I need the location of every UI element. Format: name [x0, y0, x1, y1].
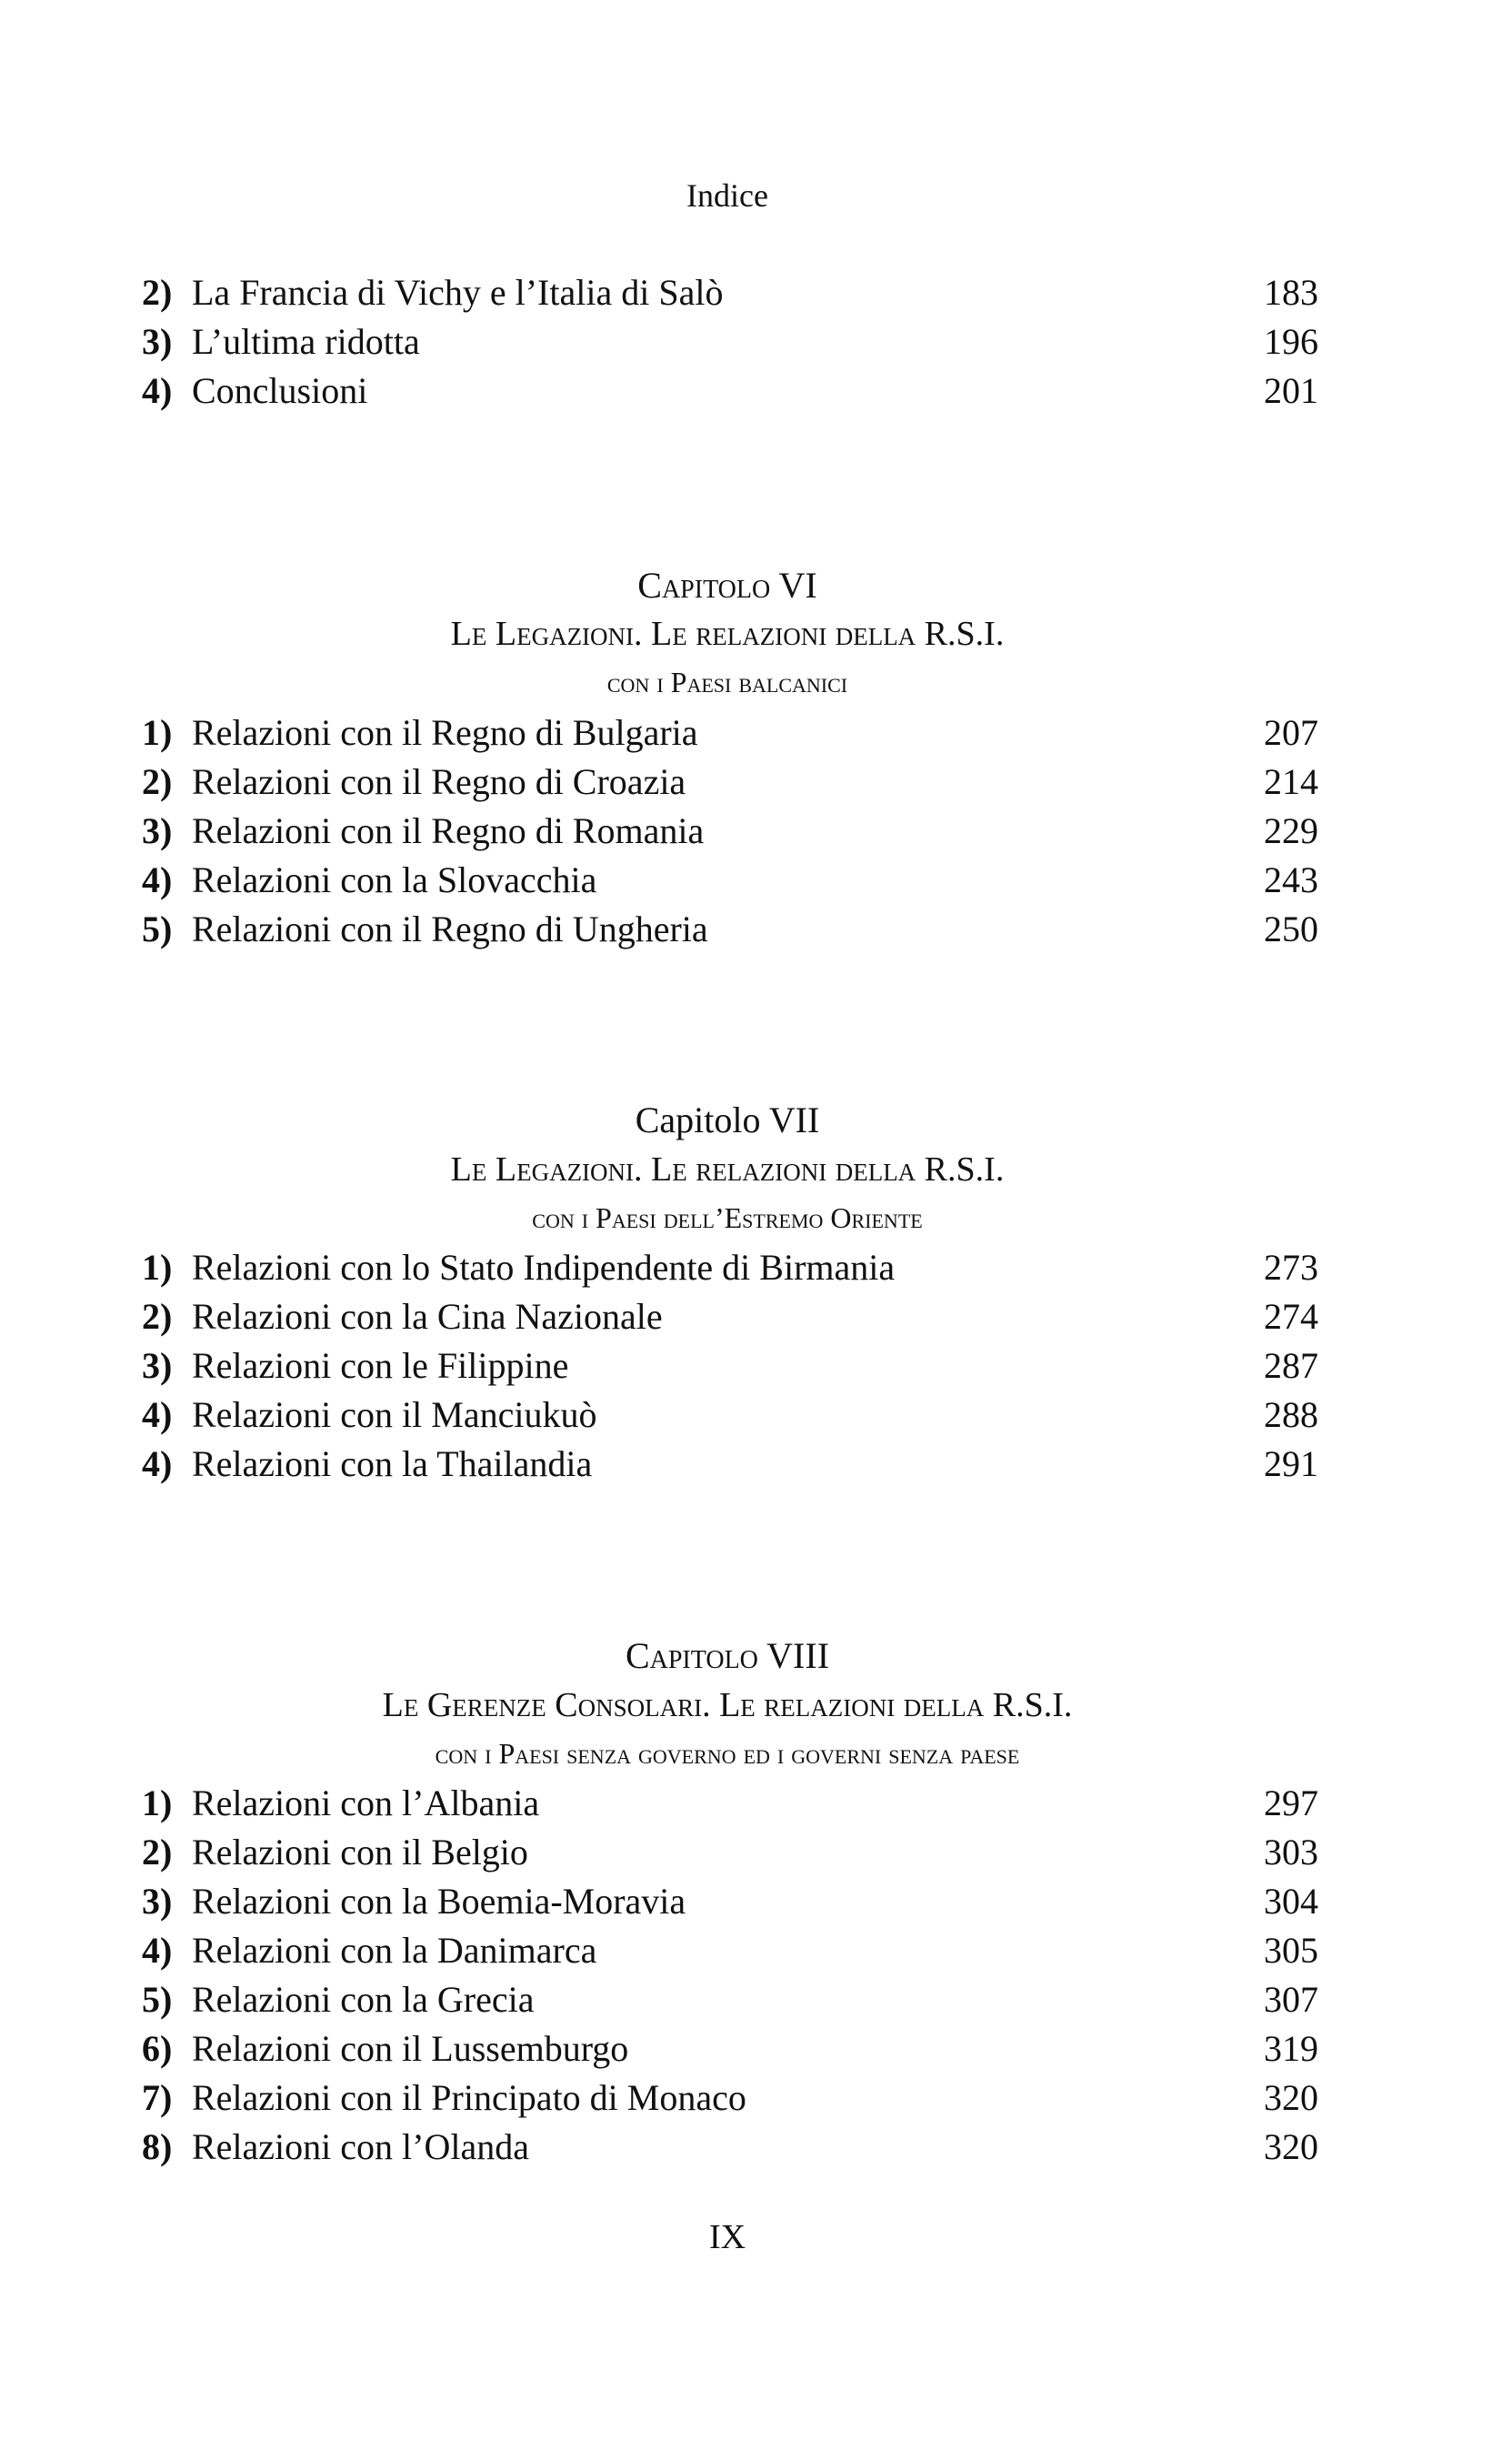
toc-entry	[142, 1292, 1324, 1341]
entry-title: Relazioni con la Cina Nazionale	[192, 1296, 663, 1337]
entry-number: 5)	[142, 909, 173, 949]
chapter-6-subtitle: con i Paesi balcanici	[606, 666, 848, 698]
toc-entry	[142, 317, 1324, 366]
entry-title: Relazioni con l’Albania	[192, 1782, 540, 1823]
entry-number: 3)	[142, 321, 173, 362]
toc-entry	[142, 807, 1324, 856]
entry-title: Relazioni con il Regno di Croazia	[192, 761, 686, 802]
toc-entry	[142, 1975, 1324, 2024]
entry-page: 183	[1264, 272, 1318, 313]
toc-entry	[142, 2024, 1324, 2073]
toc-entry	[142, 1391, 1324, 1440]
toc-entry	[142, 1440, 1324, 1489]
entry-number: 1)	[142, 1782, 173, 1823]
chapter-7-title: Le Legazioni. Le relazioni della R.S.I.	[450, 1150, 1005, 1189]
entry-number: 3)	[142, 1881, 173, 1922]
entry-number: 2)	[142, 1832, 173, 1873]
chapter-7-subtitle: con i Paesi dell’Estremo Oriente	[532, 1201, 923, 1234]
entry-title: Relazioni con il Regno di Ungheria	[192, 909, 708, 949]
toc-entry	[142, 905, 1324, 954]
entry-page: 320	[1264, 2077, 1318, 2118]
chapter-8-heading: Capitolo VIII	[625, 1635, 830, 1676]
entry-page: 250	[1264, 909, 1318, 949]
toc-entry	[142, 1828, 1324, 1877]
entry-page: 274	[1264, 1296, 1318, 1337]
entry-title: Relazioni con le Filippine	[192, 1345, 569, 1386]
entry-page: 214	[1264, 761, 1318, 802]
entry-number: 4)	[142, 859, 173, 900]
entry-page: 303	[1264, 1832, 1318, 1873]
chapter-6-heading: Capitolo VI	[637, 565, 817, 606]
intro-entries	[142, 268, 1324, 416]
entry-title: Relazioni con il Lussemburgo	[192, 2028, 629, 2069]
toc-entry	[142, 758, 1324, 807]
entry-page: 196	[1264, 321, 1318, 362]
page-number: IX	[708, 2218, 746, 2256]
entry-title: Relazioni con lo Stato Indipendente di Birmania	[192, 1247, 896, 1288]
entry-title: Relazioni con la Thailandia	[192, 1443, 593, 1484]
chapter-8-subtitle: con i Paesi senza governo ed i governi senza paese	[435, 1737, 1020, 1770]
entry-page: 319	[1264, 2028, 1318, 2069]
toc-entry	[142, 708, 1324, 758]
entry-title: La Francia di Vichy e l’Italia di Salò	[192, 272, 724, 313]
entry-title: Relazioni con la Grecia	[192, 1979, 535, 2020]
entry-title: Relazioni con la Boemia-Moravia	[192, 1881, 686, 1922]
entry-page: 305	[1264, 1930, 1318, 1971]
toc-entry	[142, 1779, 1324, 1828]
entry-page: 291	[1264, 1443, 1318, 1484]
toc-entry	[142, 2123, 1324, 2172]
toc-entry	[142, 1243, 1324, 1292]
toc-entry	[142, 1926, 1324, 1975]
entry-page: 288	[1264, 1394, 1318, 1435]
chapter-6-entries	[142, 708, 1324, 954]
entry-title: Relazioni con l’Olanda	[192, 2126, 529, 2167]
chapter-6-title: Le Legazioni. Le relazioni della R.S.I.	[450, 615, 1005, 653]
entry-page: 229	[1264, 810, 1318, 851]
entry-number: 3)	[142, 810, 173, 851]
entry-title: Relazioni con il Regno di Bulgaria	[192, 712, 698, 753]
entry-page: 207	[1264, 712, 1318, 753]
entry-number: 2)	[142, 1296, 173, 1337]
entry-number: 1)	[142, 1247, 173, 1288]
entry-page: 201	[1264, 370, 1318, 411]
entry-page: 287	[1264, 1345, 1318, 1386]
entry-number: 2)	[142, 761, 173, 802]
entry-page: 243	[1264, 859, 1318, 900]
entry-page: 320	[1264, 2126, 1318, 2167]
toc-entry	[142, 2073, 1324, 2123]
chapter-7-entries	[142, 1243, 1324, 1489]
entry-title: Conclusioni	[192, 370, 368, 411]
entry-title: L’ultima ridotta	[192, 321, 420, 362]
entry-title: Relazioni con il Principato di Monaco	[192, 2077, 746, 2118]
entry-number: 3)	[142, 1345, 173, 1386]
entry-number: 4)	[142, 1930, 173, 1971]
chapter-7-heading: Capitolo VII	[635, 1099, 820, 1140]
entry-title: Relazioni con il Regno di Romania	[192, 810, 705, 851]
entry-number: 4)	[142, 1443, 173, 1484]
toc-entry	[142, 268, 1324, 317]
toc-entry	[142, 1877, 1324, 1926]
entry-page: 273	[1264, 1247, 1318, 1288]
entry-page: 307	[1264, 1979, 1318, 2020]
entry-number: 4)	[142, 370, 173, 411]
entry-number: 8)	[142, 2126, 173, 2167]
entry-number: 2)	[142, 272, 173, 313]
toc-entry	[142, 1341, 1324, 1391]
running-header: Indice	[686, 177, 768, 214]
entry-title: Relazioni con il Belgio	[192, 1832, 528, 1873]
entry-number: 5)	[142, 1979, 173, 2020]
entry-number: 7)	[142, 2077, 173, 2118]
entry-page: 304	[1264, 1881, 1318, 1922]
entry-title: Relazioni con il Manciukuò	[192, 1394, 597, 1435]
toc-entry	[142, 366, 1324, 416]
entry-number: 6)	[142, 2028, 173, 2069]
entry-title: Relazioni con la Danimarca	[192, 1930, 597, 1971]
entry-number: 1)	[142, 712, 173, 753]
entry-page: 297	[1264, 1782, 1318, 1823]
toc-entry	[142, 856, 1324, 905]
chapter-8-title: Le Gerenze Consolari. Le relazioni della R.S.I.	[382, 1686, 1073, 1724]
entry-title: Relazioni con la Slovacchia	[192, 859, 597, 900]
entry-number: 4)	[142, 1394, 173, 1435]
chapter-8-entries	[142, 1779, 1324, 2172]
